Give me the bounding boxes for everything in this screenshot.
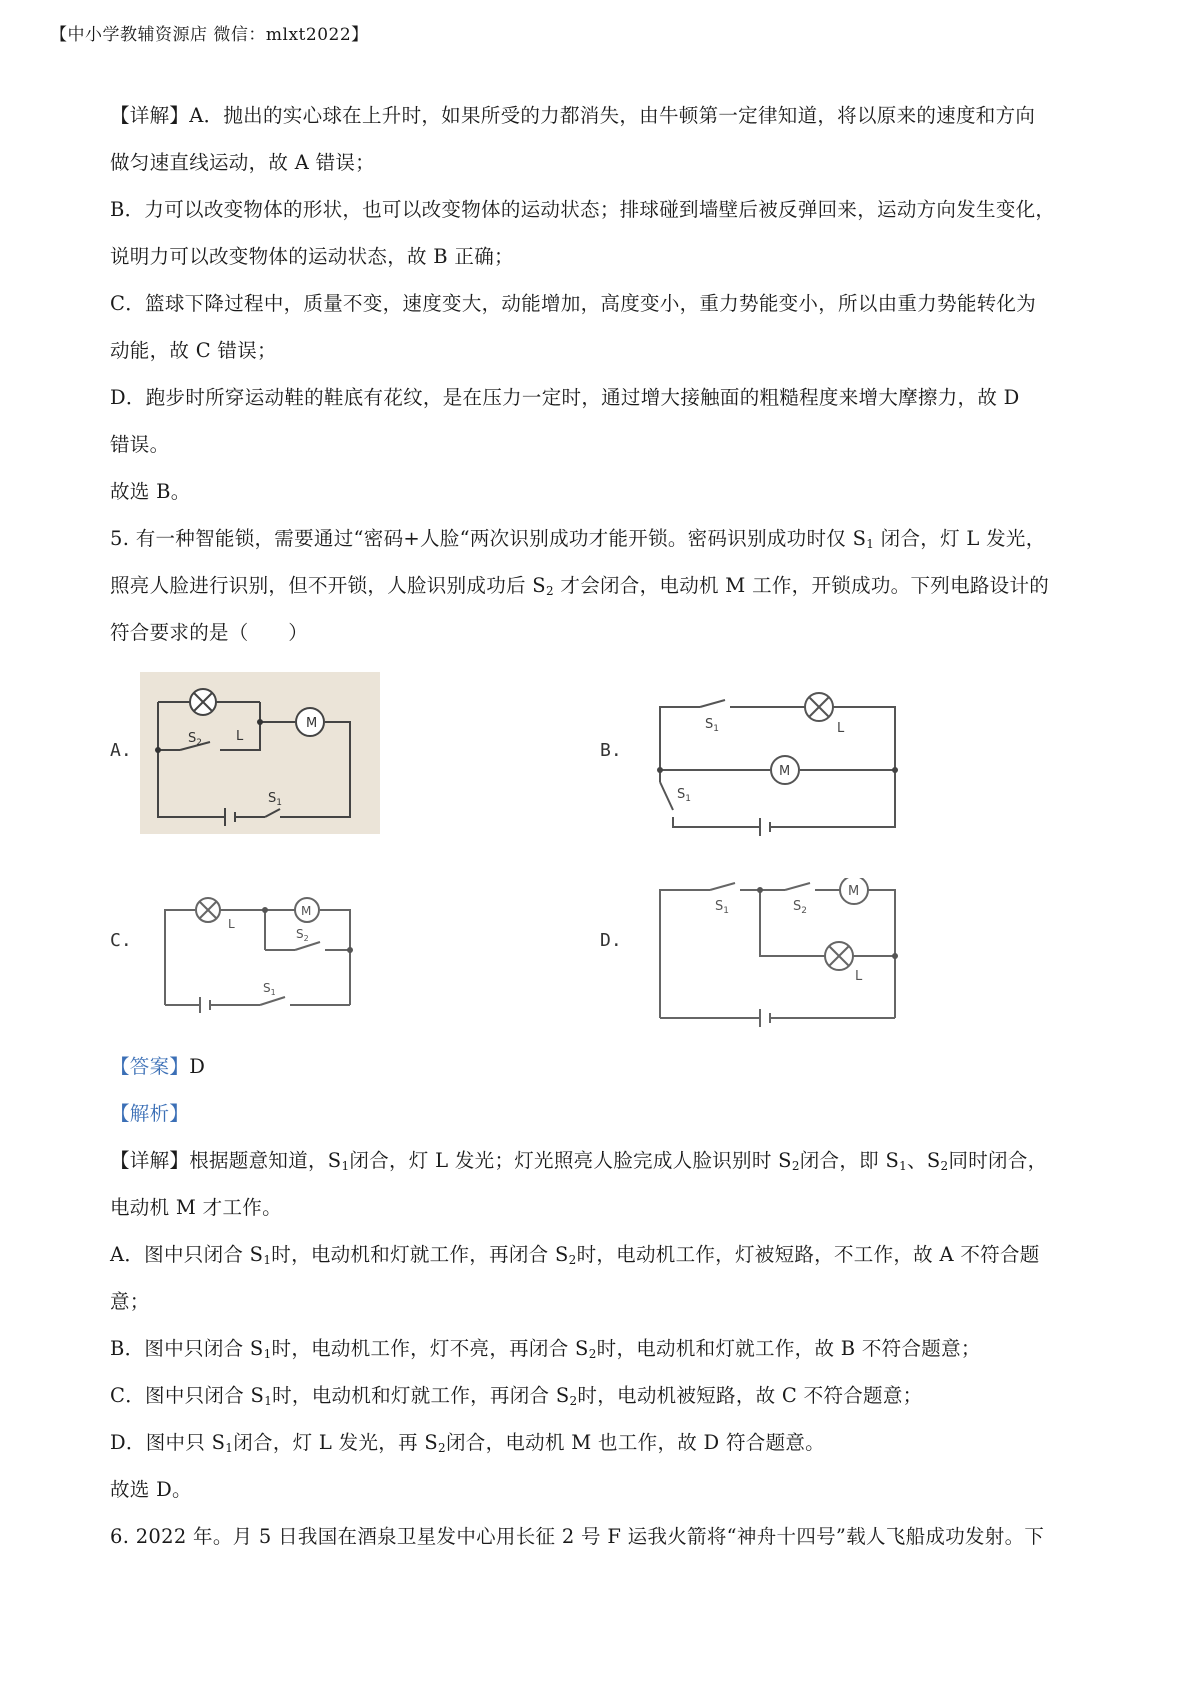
detail-q4-c-line2: 动能，故 C 错误； — [110, 339, 277, 362]
switch-label-a-2: $S_2$ — [188, 731, 202, 748]
detail-q5-choice: 故选 D。 — [110, 1478, 192, 1501]
lamp-label-b: L — [837, 721, 845, 736]
switch-label-b-2: $S_1$ — [677, 787, 691, 804]
q5-line2: 照亮人脸进行识别，但不开锁，人脸识别成功后 $S_2$ 才会闭合，电动机 M 工作，开锁成功。下列电路设计的 — [110, 574, 1050, 598]
switch-label-c-1: $S_1$ — [263, 981, 276, 997]
motor-label-c: M — [301, 904, 312, 918]
detail-q4-d-line1: D．跑步时所穿运动鞋的鞋底有花纹，是在压力一定时，通过增大接触面的粗糙程度来增大摩擦力，故 D — [110, 386, 1020, 409]
option-b-label: B. — [600, 740, 622, 761]
option-c-label: C. — [110, 930, 132, 951]
answer-label: 【答案】 — [110, 1055, 190, 1078]
circuit-diagram-a — [140, 672, 380, 834]
motor-label-a: M — [306, 716, 318, 731]
analysis-label: 【解析】 — [110, 1102, 190, 1125]
detail-q5-d-line: D．图中只 $S_1$闭合，灯 L 发光，再 $S_2$闭合，电动机 M 也工作，故 D 符合题意。 — [110, 1431, 825, 1455]
detail-q5-intro-line2: 电动机 M 才工作。 — [110, 1196, 282, 1219]
detail-q4-choice: 故选 B。 — [110, 480, 191, 503]
detail-q5-intro-line1: 【详解】根据题意知道，$S_1$闭合，灯 L 发光；灯光照亮人脸完成人脸识别时 $S_2$闭合，即 $S_1$、$S_2$同时闭合， — [110, 1149, 1048, 1173]
detail-q4-b-line1: B．力可以改变物体的形状，也可以改变物体的运动状态；排球碰到墙壁后被反弹回来，运动方向发生变化， — [110, 198, 1056, 221]
q6-line1: 6. 2022 年。月 5 日我国在酒泉卫星发中心用长征 2 号 F 运我火箭将“神舟十四号”载人飞船成功发射。下 — [110, 1525, 1045, 1548]
option-a-label: A. — [110, 740, 132, 761]
detail-q5-a-line2: 意； — [110, 1290, 150, 1313]
detail-q4-b-line2: 说明力可以改变物体的运动状态，故 B 正确； — [110, 245, 514, 268]
lamp-label-a: L — [236, 729, 244, 744]
detail-q4-a-line1: 【详解】A．抛出的实心球在上升时，如果所受的力都消失，由牛顿第一定律知道，将以原来的速度和方向 — [110, 104, 1036, 127]
circuit-diagram-c — [160, 890, 365, 1015]
lamp-label-d: L — [855, 969, 863, 984]
detail-q5-a-line1: A．图中只闭合 $S_1$时，电动机和灯就工作，再闭合 $S_2$时，电动机工作，灯被短路，不工作，故 A 不符合题 — [110, 1243, 1040, 1267]
circuit-diagram-b — [655, 682, 905, 842]
answer-line — [110, 1043, 1100, 1090]
option-d-label: D. — [600, 930, 622, 951]
detail-q4-d-line2: 错误。 — [110, 433, 170, 456]
switch-label-d-2: $S_2$ — [793, 899, 807, 916]
motor-label-b: M — [779, 764, 791, 779]
switch-label-a-1: $S_1$ — [268, 791, 282, 808]
detail-q5-b-line: B．图中只闭合 $S_1$时，电动机工作，灯不亮，再闭合 $S_2$时，电动机和灯就工作，故 B 不符合题意； — [110, 1337, 981, 1361]
q5-line1: 5. 有一种智能锁，需要通过“密码+人脸“两次识别成功才能开锁。密码识别成功时仅 $S_1$ 闭合，灯 L 发光， — [110, 527, 1046, 551]
detail-q5-c-line: C．图中只闭合 $S_1$时，电动机和灯就工作，再闭合 $S_2$时，电动机被短路，故 C 不符合题意； — [110, 1384, 923, 1408]
page-header: 【中小学教辅资源店 微信：mlxt2022】 — [50, 25, 369, 45]
circuit-diagram-d — [655, 878, 905, 1028]
switch-label-b-1: $S_1$ — [705, 717, 719, 734]
detail-q4-a-line2: 做匀速直线运动，故 A 错误； — [110, 151, 375, 174]
answer-value: D — [189, 1055, 206, 1078]
motor-label-d: M — [848, 884, 860, 899]
q5-line3: 符合要求的是（ ） — [110, 621, 309, 644]
detail-q4-c-line1: C．篮球下降过程中，质量不变，速度变大，动能增加，高度变小，重力势能变小，所以由重力势能转化为 — [110, 292, 1037, 315]
switch-label-d-1: $S_1$ — [715, 899, 729, 916]
switch-label-c-2: $S_2$ — [296, 927, 309, 943]
lamp-label-c: L — [228, 917, 235, 931]
